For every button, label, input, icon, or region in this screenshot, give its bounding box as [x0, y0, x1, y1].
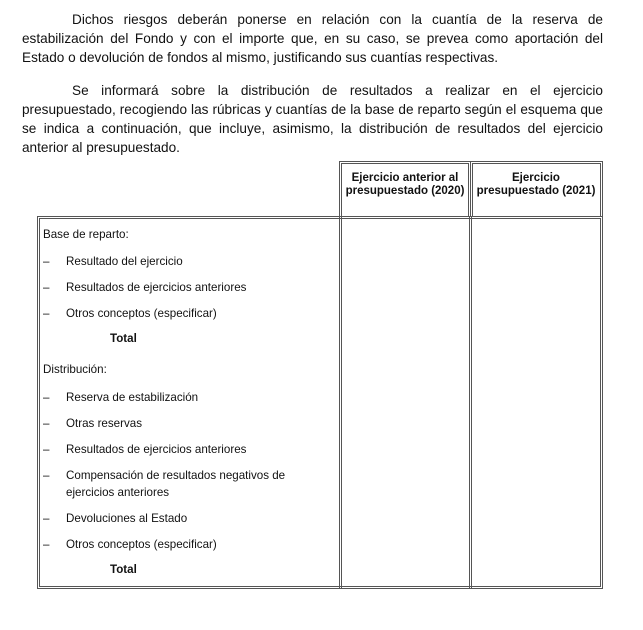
- intro-paragraph-1: Dichos riesgos deberán ponerse en relación con la cuantía de la reserva de estabilización del Fondo y con el importe que, en su caso, se prevea como aportación del Estado o devolución de fondos al mismo, justificando sus cuantías respectivas.: [22, 12, 603, 65]
- row-label: Devoluciones al Estado: [66, 512, 188, 525]
- dash-marker: –: [43, 512, 50, 525]
- row-label: Resultados de ejercicios anteriores: [66, 281, 247, 294]
- column-header-budget-year: Ejercicio presupuestado (2021): [476, 172, 596, 197]
- section-title-base: Base de reparto:: [43, 228, 129, 241]
- dash-marker: –: [43, 443, 50, 456]
- dash-marker: –: [43, 281, 50, 294]
- dash-marker: –: [43, 391, 50, 404]
- column-divider: [469, 216, 472, 589]
- dash-marker: –: [43, 417, 50, 430]
- dash-marker: –: [43, 255, 50, 268]
- column-header-previous-year: Ejercicio anterior al presupuestado (2020): [345, 172, 465, 197]
- row-label: Compensación de resultados negativos de ejercicios anteriores: [66, 469, 286, 499]
- row-label: Otros conceptos (especificar): [66, 307, 217, 320]
- column-divider: [339, 216, 342, 589]
- row-label: Otras reservas: [66, 417, 143, 430]
- dash-marker: –: [43, 307, 50, 320]
- dash-marker: –: [43, 469, 50, 482]
- total-label-distribucion: Total: [110, 563, 137, 576]
- row-label: Otros conceptos (especificar): [66, 538, 217, 551]
- section-title-distribucion: Distribución:: [43, 363, 107, 376]
- intro-paragraph-2: Se informará sobre la distribución de resultados a realizar en el ejercicio presupuestado, recogiendo las rúbricas y cuantías de la base de reparto según el esquema que se indica a continuación, que incluye, asimismo, la distribución de resultados del ejercicio anterior al presupuestado.: [22, 83, 603, 155]
- row-label: Resultado del ejercicio: [66, 255, 183, 268]
- row-label: Reserva de estabilización: [66, 391, 199, 404]
- dash-marker: –: [43, 538, 50, 551]
- row-label: Resultados de ejercicios anteriores: [66, 443, 247, 456]
- total-label-base: Total: [110, 332, 137, 345]
